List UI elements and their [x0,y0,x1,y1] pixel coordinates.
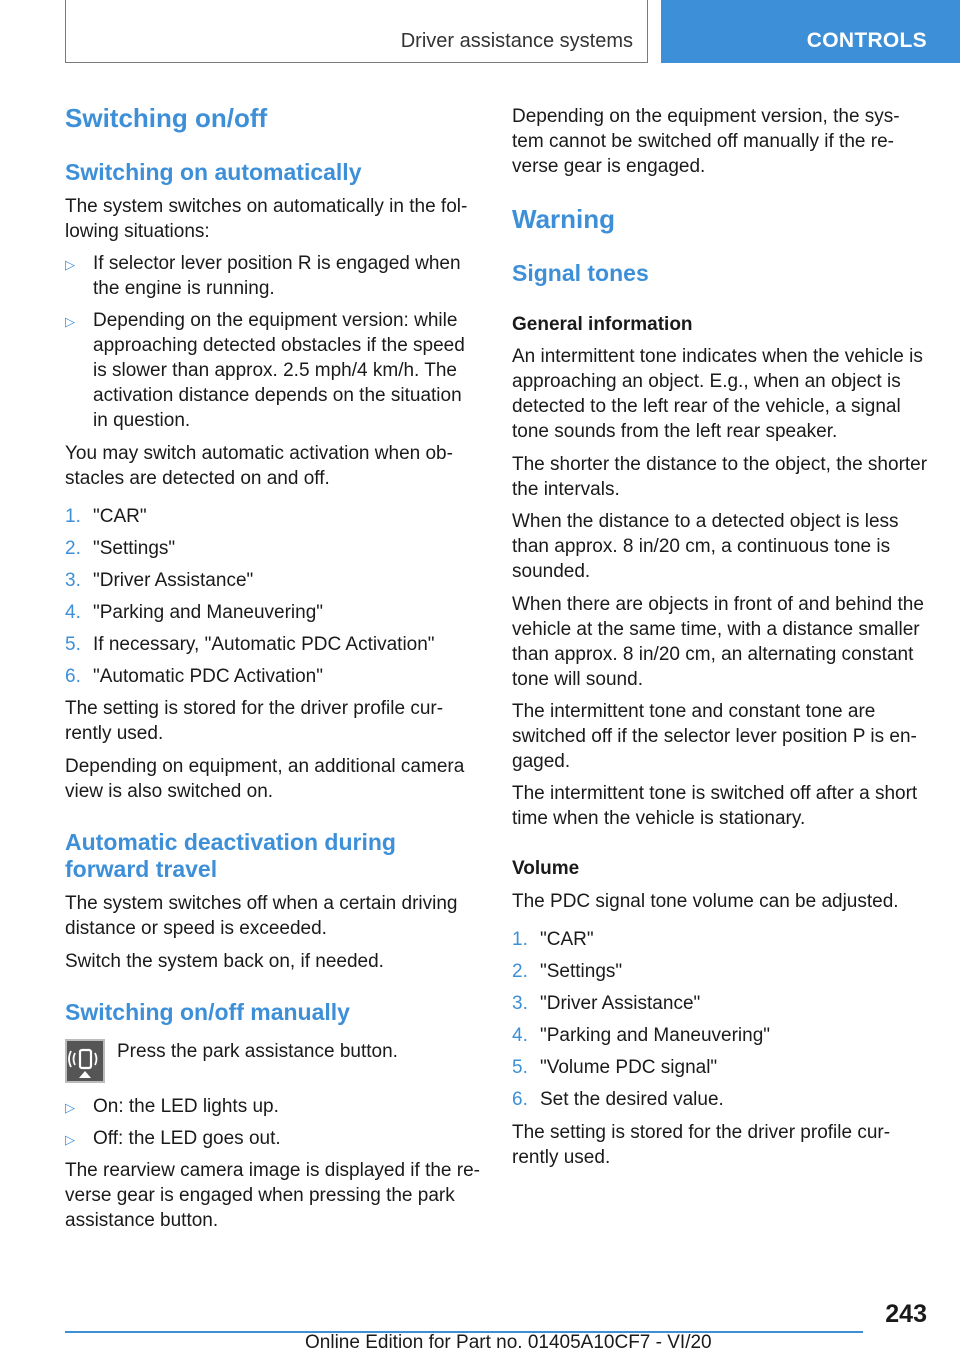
step-item: 6. Set the desired value. [512,1089,724,1110]
heading-general-information: General information [512,314,693,335]
header-chapter-box [661,0,960,63]
paragraph-tone-off-position-p: The intermittent tone and constant tone are switched off if the selector lever position P is en‐ gaged. [512,701,917,772]
paragraph-camera-view: Depending on equipment, an additional camera view is also switched on. [65,756,465,802]
step-item: 5. If necessary, "Automatic PDC Activation" [65,634,435,655]
header-section-title: Driver assistance systems [400,30,633,52]
step-item: 6. "Automatic PDC Activation" [65,666,323,687]
paragraph-setting-stored-volume: The setting is stored for the driver profile cur‐ rently used. [512,1122,891,1168]
paragraph-volume: The PDC signal tone volume can be adjusted. [512,891,899,912]
paragraph-intermittent-tone: An intermittent tone indicates when the vehicle is approaching an object. E.g., when an object is detected to the left rear of the vehicle, a signal tone sounds from the left rear speaker. [512,346,923,442]
triangle-bullet-icon: ▷ [65,1100,75,1115]
paragraph-stationary: The intermittent tone is switched off after a short time when the vehicle is stationary. [512,783,918,829]
step-item: 2. "Settings" [512,961,623,982]
list-item: ▷ If selector lever position R is engaged when the engine is running. [65,253,461,299]
heading-switching-on-automatically: Switching on automatically [65,159,362,185]
paragraph-reverse-gear: Depending on the equipment version, the sys‐ tem cannot be switched off manually if the re‐ verse gear is engaged. [512,106,900,177]
paragraph-auto-on: The system switches on automatically in the fol‐ lowing situations: [65,196,468,242]
heading-switching-on-off: Switching on/off [65,103,268,133]
paragraph-switch-automatic: You may switch automatic activation when ob‐ stacles are detected on and off. [65,443,453,489]
paragraph-back-on: Switch the system back on, if needed. [65,951,384,972]
step-item: 3. "Driver Assistance" [65,570,254,591]
paragraph-setting-stored: The setting is stored for the driver profile cur‐ rently used. [65,698,444,744]
step-item: 2. "Settings" [65,538,176,559]
step-item: 4. "Parking and Maneuvering" [65,602,324,623]
paragraph-rearview-camera: The rearview camera image is displayed if the re‐ verse gear is engaged when pressing the park assistance button. [65,1160,481,1231]
step-item: 4. "Parking and Maneuvering" [512,1025,771,1046]
heading-volume: Volume [512,858,580,879]
heading-warning: Warning [512,204,616,234]
paragraph-alternating-tone: When there are objects in front of and behind the vehicle at the same time, with a distance smaller than approx. 8 in/20 cm, an alternating constant tone will sound. [512,594,924,690]
triangle-bullet-icon: ▷ [65,1132,75,1147]
step-item: 1. "CAR" [512,929,594,950]
list-item: ▷ Depending on the equipment version: while approaching detected obstacles if the speed is slower than approx. 2.5 mph/4 km/h. The activation distance depends on the situation in question. [65,310,465,431]
list-item: ▷ Off: the LED goes out. [65,1126,480,1151]
heading-switching-manually: Switching on/off manually [65,999,350,1025]
triangle-bullet-icon: ▷ [65,314,75,329]
header-section-box [65,0,648,63]
list-item: ▷ On: the LED lights up. [65,1094,480,1119]
footer-edition: Online Edition for Part no. 01405A10CF7 - VI/20 [305,1332,712,1353]
heading-signal-tones: Signal tones [512,260,649,286]
park-assist-button-icon [65,1039,105,1083]
heading-automatic-deactivation: Automatic deactivation during forward travel [65,829,396,882]
step-item: 1. "CAR" [65,506,147,527]
page-number: 243 [885,1300,927,1328]
paragraph-continuous-tone: When the distance to a detected object is less than approx. 8 in/20 cm, a continuous tone is sounded. [512,511,899,582]
triangle-bullet-icon: ▷ [65,257,75,272]
step-item: 5. "Volume PDC signal" [512,1057,718,1078]
paragraph-auto-off: The system switches off when a certain driving distance or speed is exceeded. [65,893,458,939]
paragraph-press-button: Press the park assistance button. [117,1041,398,1062]
header-chapter-title: CONTROLS [806,29,927,52]
paragraph-shorter-distance: The shorter the distance to the object, the shorter the intervals. [512,454,928,500]
step-item: 3. "Driver Assistance" [512,993,701,1014]
